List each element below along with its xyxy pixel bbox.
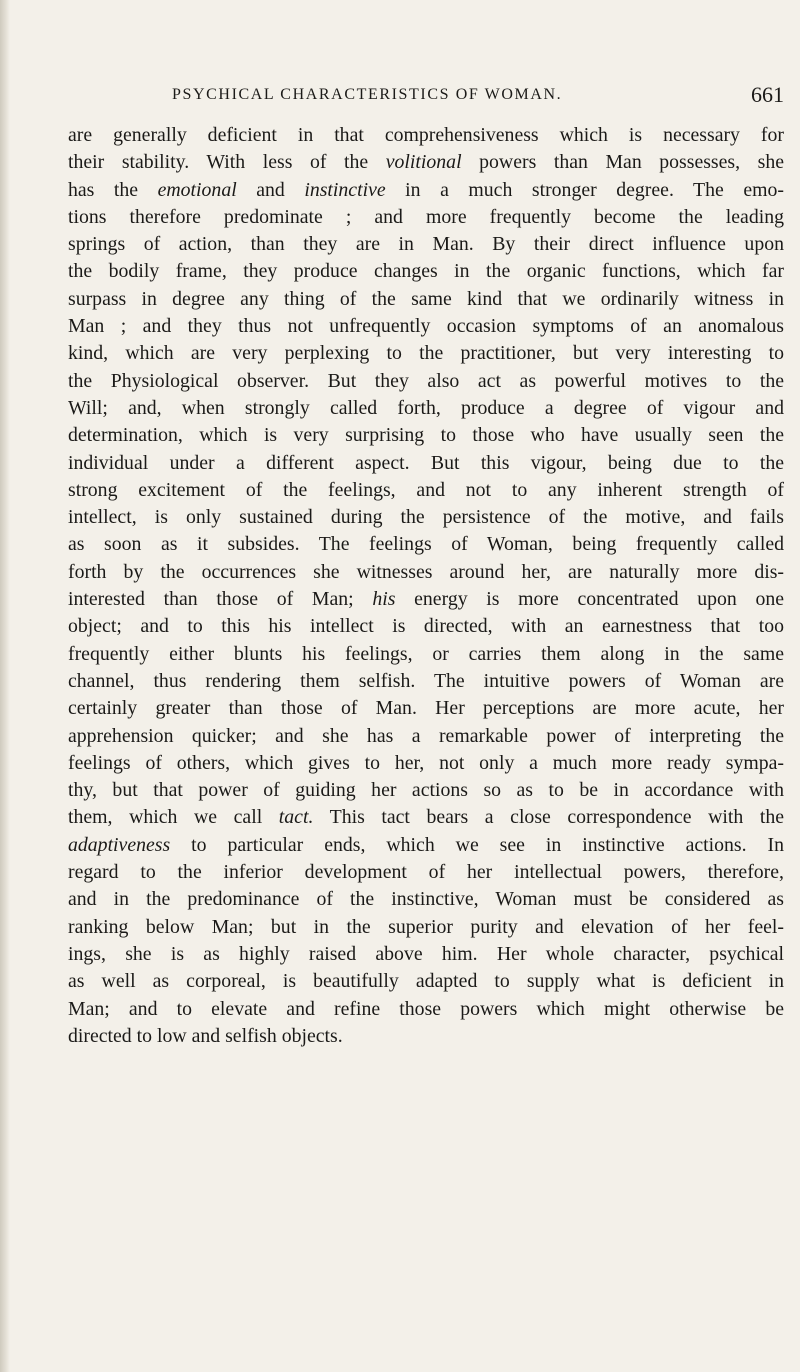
body-line: intellect, is only sustained during the persistence of the motive, and fails [68,506,784,529]
body-line: forth by the occurrences she witnesses around her, are naturally more dis- [68,560,784,583]
body-line: surpass in degree any thing of the same kind that we ordinarily witness in [68,287,784,310]
body-line: the bodily frame, they produce changes in the organic functions, which far [68,260,784,283]
body-line: has the emotional and instinctive in a much stronger degree. The emo- [68,178,784,201]
page-gutter-shadow [0,0,10,1372]
body-line: frequently either blunts his feelings, or carries them along in the same [68,642,784,665]
body-line: springs of action, than they are in Man. By their direct influence upon [68,233,784,256]
body-line: as well as corporeal, is beautifully adapted to supply what is deficient in [68,970,784,993]
body-line: as soon as it subsides. The feelings of Woman, being frequently called [68,533,784,556]
body-line: determination, which is very surprising to those who have usually seen the [68,424,784,447]
body-line: kind, which are very perplexing to the practitioner, but very interesting to [68,342,784,365]
body-line: channel, thus rendering them selfish. The intuitive powers of Woman are [68,669,784,692]
body-line: certainly greater than those of Man. Her perceptions are more acute, her [68,697,784,720]
body-line: adaptiveness to particular ends, which we see in instinctive actions. In [68,833,784,856]
body-line: Man ; and they thus not unfrequently occasion symptoms of an anomalous [68,315,784,338]
body-paragraph [68,122,784,1050]
body-line: feelings of others, which gives to her, not only a much more ready sympa- [68,751,784,774]
page-header [172,80,784,110]
body-line: thy, but that power of guiding her actions so as to be in accordance with [68,779,784,802]
body-line: strong excitement of the feelings, and not to any inherent strength of [68,478,784,501]
body-line: object; and to this his intellect is directed, with an earnestness that too [68,615,784,638]
body-line: ings, she is as highly raised above him. Her whole character, psychical [68,942,784,965]
body-line: interested than those of Man; his energy is more concentrated upon one [68,588,785,611]
body-line: the Physiological observer. But they also act as powerful motives to the [68,369,784,392]
body-line: individual under a different aspect. But this vigour, being due to the [68,451,784,474]
body-line: tions therefore predominate ; and more frequently become the leading [68,205,784,228]
body-line: are generally deficient in that comprehensiveness which is necessary for [68,124,784,146]
body-line: directed to low and selfish objects. [68,1024,343,1047]
body-line: apprehension quicker; and she has a remarkable power of interpreting the [68,724,784,747]
body-line: ranking below Man; but in the superior purity and elevation of her feel- [68,915,784,938]
body-line: regard to the inferior development of her intellectual powers, therefore, [68,861,784,884]
body-line: and in the predominance of the instinctive, Woman must be considered as [68,888,784,911]
body-line: Will; and, when strongly called forth, produce a degree of vigour and [68,396,784,419]
page-number: 661 [751,82,784,107]
body-line: Man; and to elevate and refine those powers which might otherwise be [68,997,784,1020]
running-title: PSYCHICAL CHARACTERISTICS OF WOMAN. [172,86,563,103]
body-line: them, which we call tact. This tact bears a close correspondence with the [68,806,784,829]
body-line: their stability. With less of the volitional powers than Man possesses, she [68,151,784,174]
